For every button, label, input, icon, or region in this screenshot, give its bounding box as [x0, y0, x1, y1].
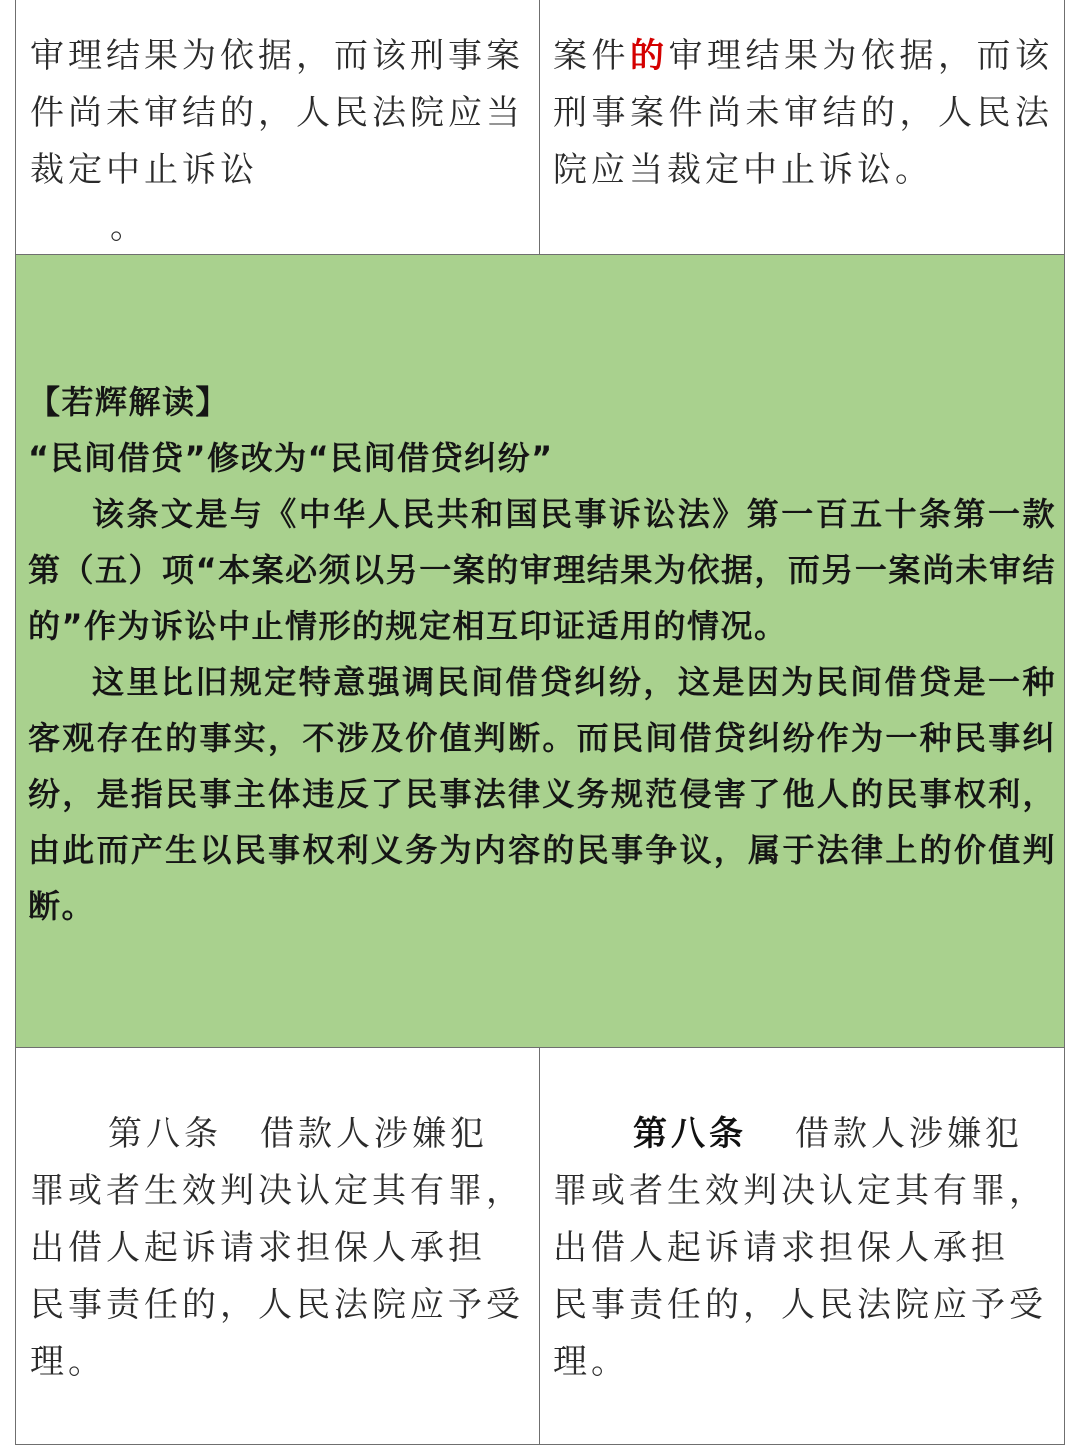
old-article-8-cell — [30, 1106, 528, 1391]
new-article-8-start: 借款人涉嫌犯 — [795, 1114, 1023, 1154]
row-divider-bottom — [15, 1047, 1065, 1048]
new-provision-text — [553, 28, 1053, 199]
old-provision-period: 。 — [110, 207, 148, 247]
table-right-border — [1064, 0, 1065, 1445]
old-provision-cell — [30, 28, 528, 256]
new-article-8-line: 罪或者生效判决认定其有罪， — [553, 1171, 1047, 1211]
commentary-subheading: “民间借贷”修改为“民间借贷纠纷” — [28, 439, 554, 477]
old-article-8-title: 第八条 — [108, 1114, 222, 1154]
table-bottom-border — [15, 1444, 1065, 1445]
new-article-8-first-line — [553, 1106, 1053, 1163]
old-provision-line: 审理结果为依据，而该刑事案 — [30, 36, 524, 76]
commentary-heading: 【若辉解读】 — [28, 383, 230, 421]
column-divider-top — [539, 0, 540, 254]
new-provision-text-start: 案件 — [553, 36, 630, 76]
commentary-paragraph-1: 该条文是与《中华人民共和国民事诉讼法》第一百五十条第一款第（五）项“本案必须以另一案的审理结果为依据，而另一案尚未审结的”作为诉讼中止情形的规定相互印证适用的情况。 — [28, 495, 1056, 645]
new-article-8-line: 民事责任的，人民法院应予受 — [553, 1285, 1047, 1325]
old-article-8-line: 罪或者生效判决认定其有罪， — [30, 1171, 524, 1211]
old-article-8-start: 借款人涉嫌犯 — [260, 1114, 488, 1154]
new-provision-text-rest: 审理结果为依据，而该刑事案件尚未审结的，人民法院应当裁定中止诉讼。 — [553, 36, 1053, 190]
old-article-8-line: 理。 — [30, 1342, 106, 1382]
new-article-8-title: 第八条 — [633, 1114, 747, 1154]
old-article-8-line: 民事责任的，人民法院应予受 — [30, 1285, 524, 1325]
new-provision-cell — [553, 28, 1053, 199]
column-divider-bottom — [539, 1047, 540, 1445]
new-article-8-line: 出借人起诉请求担保人承担 — [553, 1228, 1009, 1268]
old-provision-line: 件尚未审结的，人民法院应当 — [30, 93, 524, 133]
added-word-highlight: 的 — [630, 36, 669, 76]
new-article-8-line: 理。 — [553, 1342, 629, 1382]
commentary-paragraph-2: 这里比旧规定特意强调民间借贷纠纷，这是因为民间借贷是一种客观存在的事实，不涉及价值判断。而民间借贷纠纷作为一种民事纠纷，是指民事主体违反了民事法律义务规范侵害了他人的民事权利，由此而产生以民事权利义务为内容的民事争议，属于法律上的价值判断。 — [28, 663, 1056, 925]
commentary-block — [28, 374, 1056, 934]
old-provision-line: 裁定中止诉讼 — [30, 150, 258, 190]
old-article-8-line: 出借人起诉请求担保人承担 — [30, 1228, 486, 1268]
new-article-8-cell — [553, 1106, 1053, 1391]
old-article-8-first-line — [30, 1106, 528, 1163]
